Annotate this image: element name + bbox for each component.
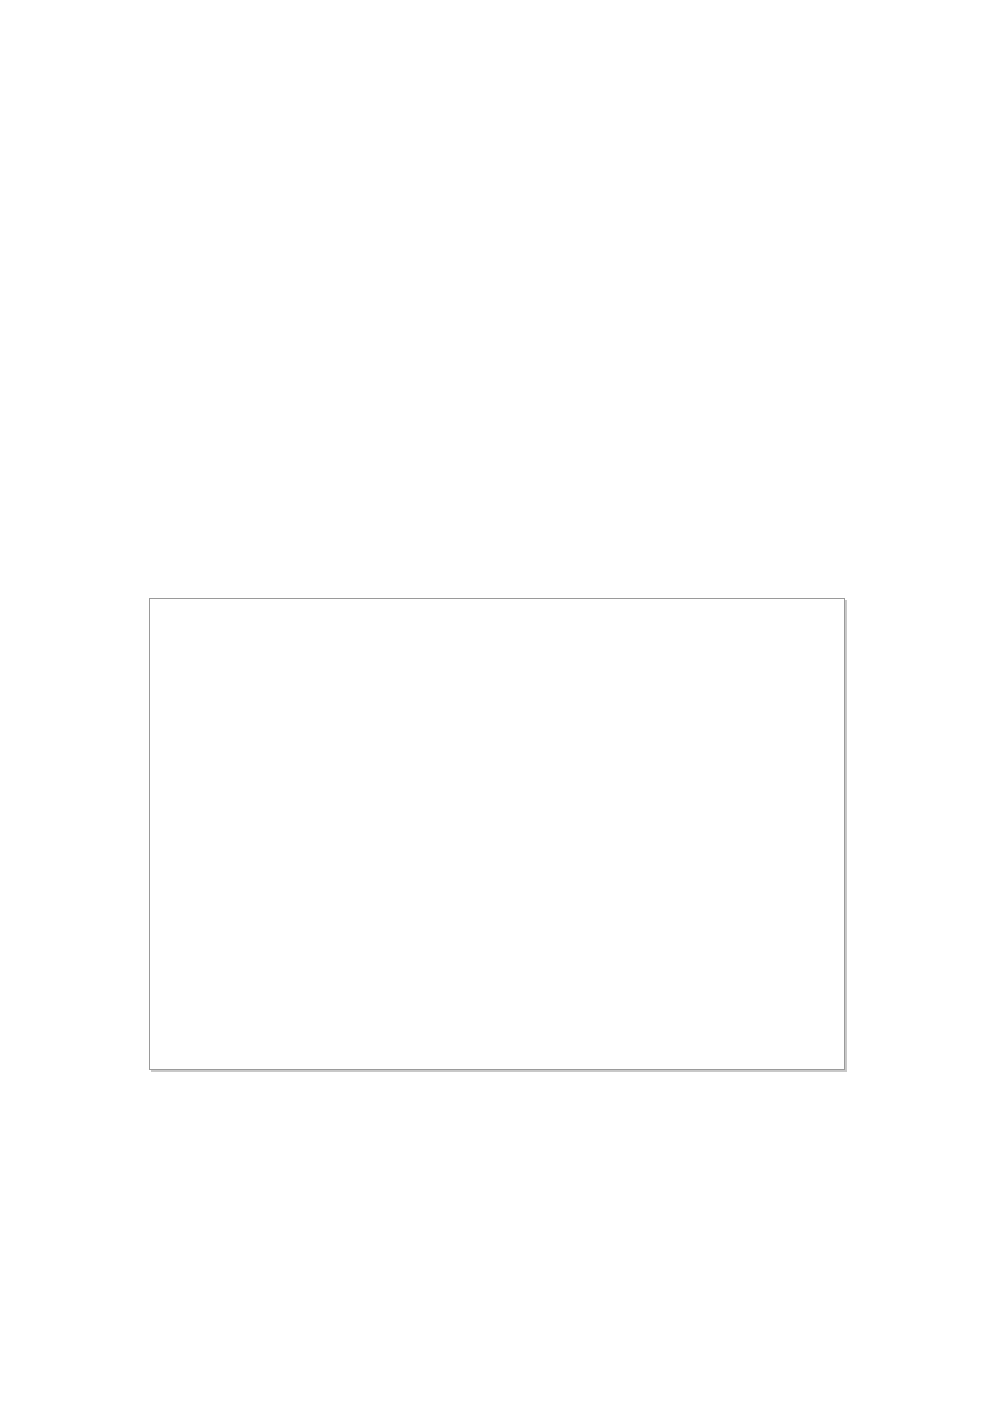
- chart-container: [149, 598, 845, 1070]
- bar-chart: [150, 599, 844, 1069]
